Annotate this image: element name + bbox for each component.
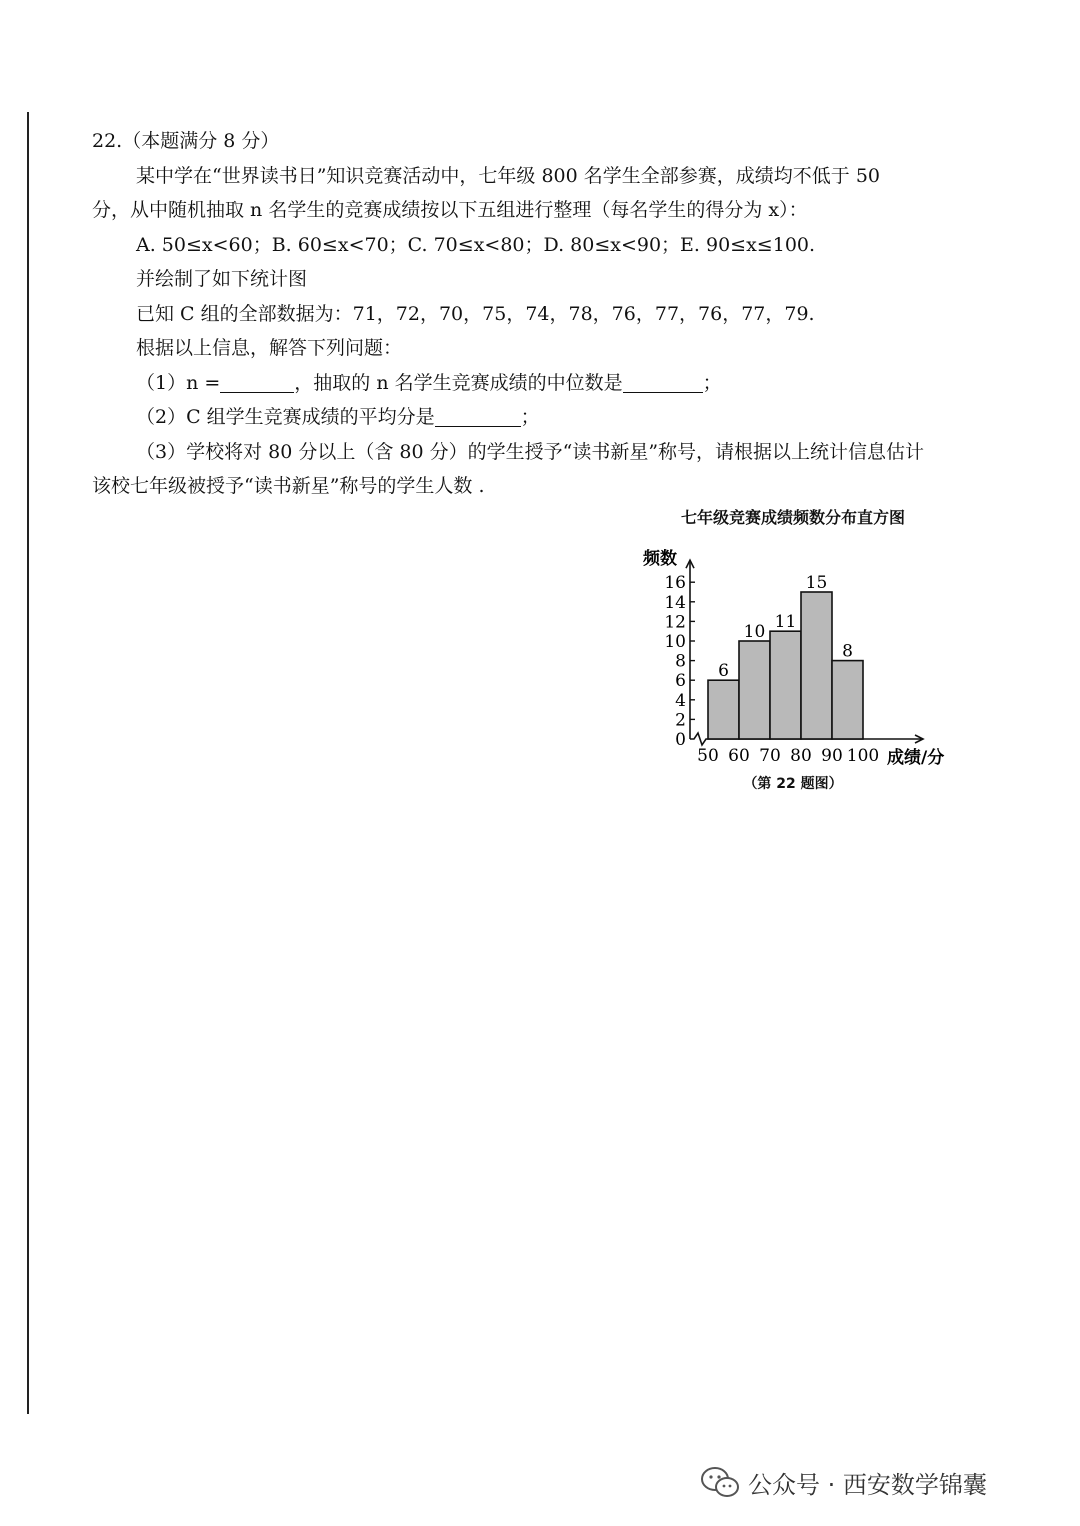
histogram-figure xyxy=(618,505,968,805)
chart-caption: （第 22 题图） xyxy=(743,776,843,792)
answer-blank-n[interactable] xyxy=(220,370,294,393)
sub-question-1-text-a: （1）n = xyxy=(136,371,221,394)
sub-question-3-line-2: 该校七年级被授予“读书新星”称号的学生人数 . xyxy=(92,475,485,497)
bar-data-label: 8 xyxy=(842,641,853,662)
y-tick-label: 4 xyxy=(675,690,686,711)
bar-data-label: 10 xyxy=(743,622,766,642)
sub-question-2-text-b: ； xyxy=(520,406,540,428)
histogram-bar xyxy=(832,661,863,739)
x-tick-label: 90 xyxy=(821,746,843,766)
y-tick-label: 16 xyxy=(664,573,686,594)
sub-question-1-text-c: ； xyxy=(702,371,722,394)
histogram-chart xyxy=(618,531,968,793)
x-axis-label: 成绩/分 xyxy=(887,748,945,768)
y-tick-label: 0 xyxy=(675,730,686,750)
footer-text: 公众号 · 西安数学锦囊 xyxy=(748,1470,987,1499)
y-tick-label: 10 xyxy=(664,632,686,652)
bar-data-label: 11 xyxy=(774,612,797,633)
y-tick-label: 12 xyxy=(664,612,686,633)
group-c-data: 已知 C 组的全部数据为：71，72，70，75，74，78，76，77，76，77，79. xyxy=(136,302,815,325)
answer-blank-median[interactable] xyxy=(623,370,703,393)
x-tick-label: 100 xyxy=(846,746,880,766)
x-tick-label: 60 xyxy=(728,746,750,766)
histogram-bar xyxy=(708,680,739,739)
histogram-bar xyxy=(739,641,770,739)
page-margin-line xyxy=(27,112,29,1414)
sub-question-1 xyxy=(92,366,972,401)
answer-blank-mean[interactable] xyxy=(435,404,521,427)
bar-data-label: 6 xyxy=(718,661,729,682)
sub-question-2 xyxy=(92,400,972,435)
histogram-bar xyxy=(801,592,832,739)
group-definitions: A. 50≤x<60；B. 60≤x<70；C. 70≤x<80；D. 80≤x<90；E. 90≤x≤100. xyxy=(136,233,816,256)
y-tick-label: 8 xyxy=(675,651,686,672)
question-line-1: 某中学在“世界读书日”知识竞赛活动中，七年级 800 名学生全部参赛，成绩均不低于 50 xyxy=(136,164,880,187)
chart-title: 七年级竞赛成绩频数分布直方图 xyxy=(680,508,905,527)
x-tick-label: 80 xyxy=(790,746,812,766)
y-tick-label: 2 xyxy=(675,710,686,731)
question-line-2: 分，从中随机抽取 n 名学生的竞赛成绩按以下五组进行整理（每名学生的得分为 x）： xyxy=(92,199,808,221)
y-tick-label: 14 xyxy=(664,592,686,613)
sub-question-3-line-1: （3）学校将对 80 分以上（含 80 分）的学生授予“读书新星”称号，请根据以上统计信息估计 xyxy=(136,440,925,463)
sub-question-1-text-b: ，抽取的 n 名学生竞赛成绩的中位数是 xyxy=(294,371,623,394)
bar-data-label: 15 xyxy=(805,573,828,593)
question-22 xyxy=(92,124,972,504)
wechat-icon xyxy=(700,1465,740,1499)
question-line-6: 根据以上信息，解答下列问题： xyxy=(136,337,403,359)
question-header: 22.（本题满分 8 分） xyxy=(92,130,280,152)
y-axis-label: 频数 xyxy=(643,549,677,570)
x-tick-label: 70 xyxy=(759,746,781,766)
x-tick-label: 50 xyxy=(697,746,719,766)
footer-watermark xyxy=(700,1462,987,1502)
y-tick-label: 6 xyxy=(675,671,686,692)
question-line-4: 并绘制了如下统计图 xyxy=(136,268,308,290)
histogram-bar xyxy=(770,631,801,739)
sub-question-2-text-a: （2）C 组学生竞赛成绩的平均分是 xyxy=(136,406,435,428)
